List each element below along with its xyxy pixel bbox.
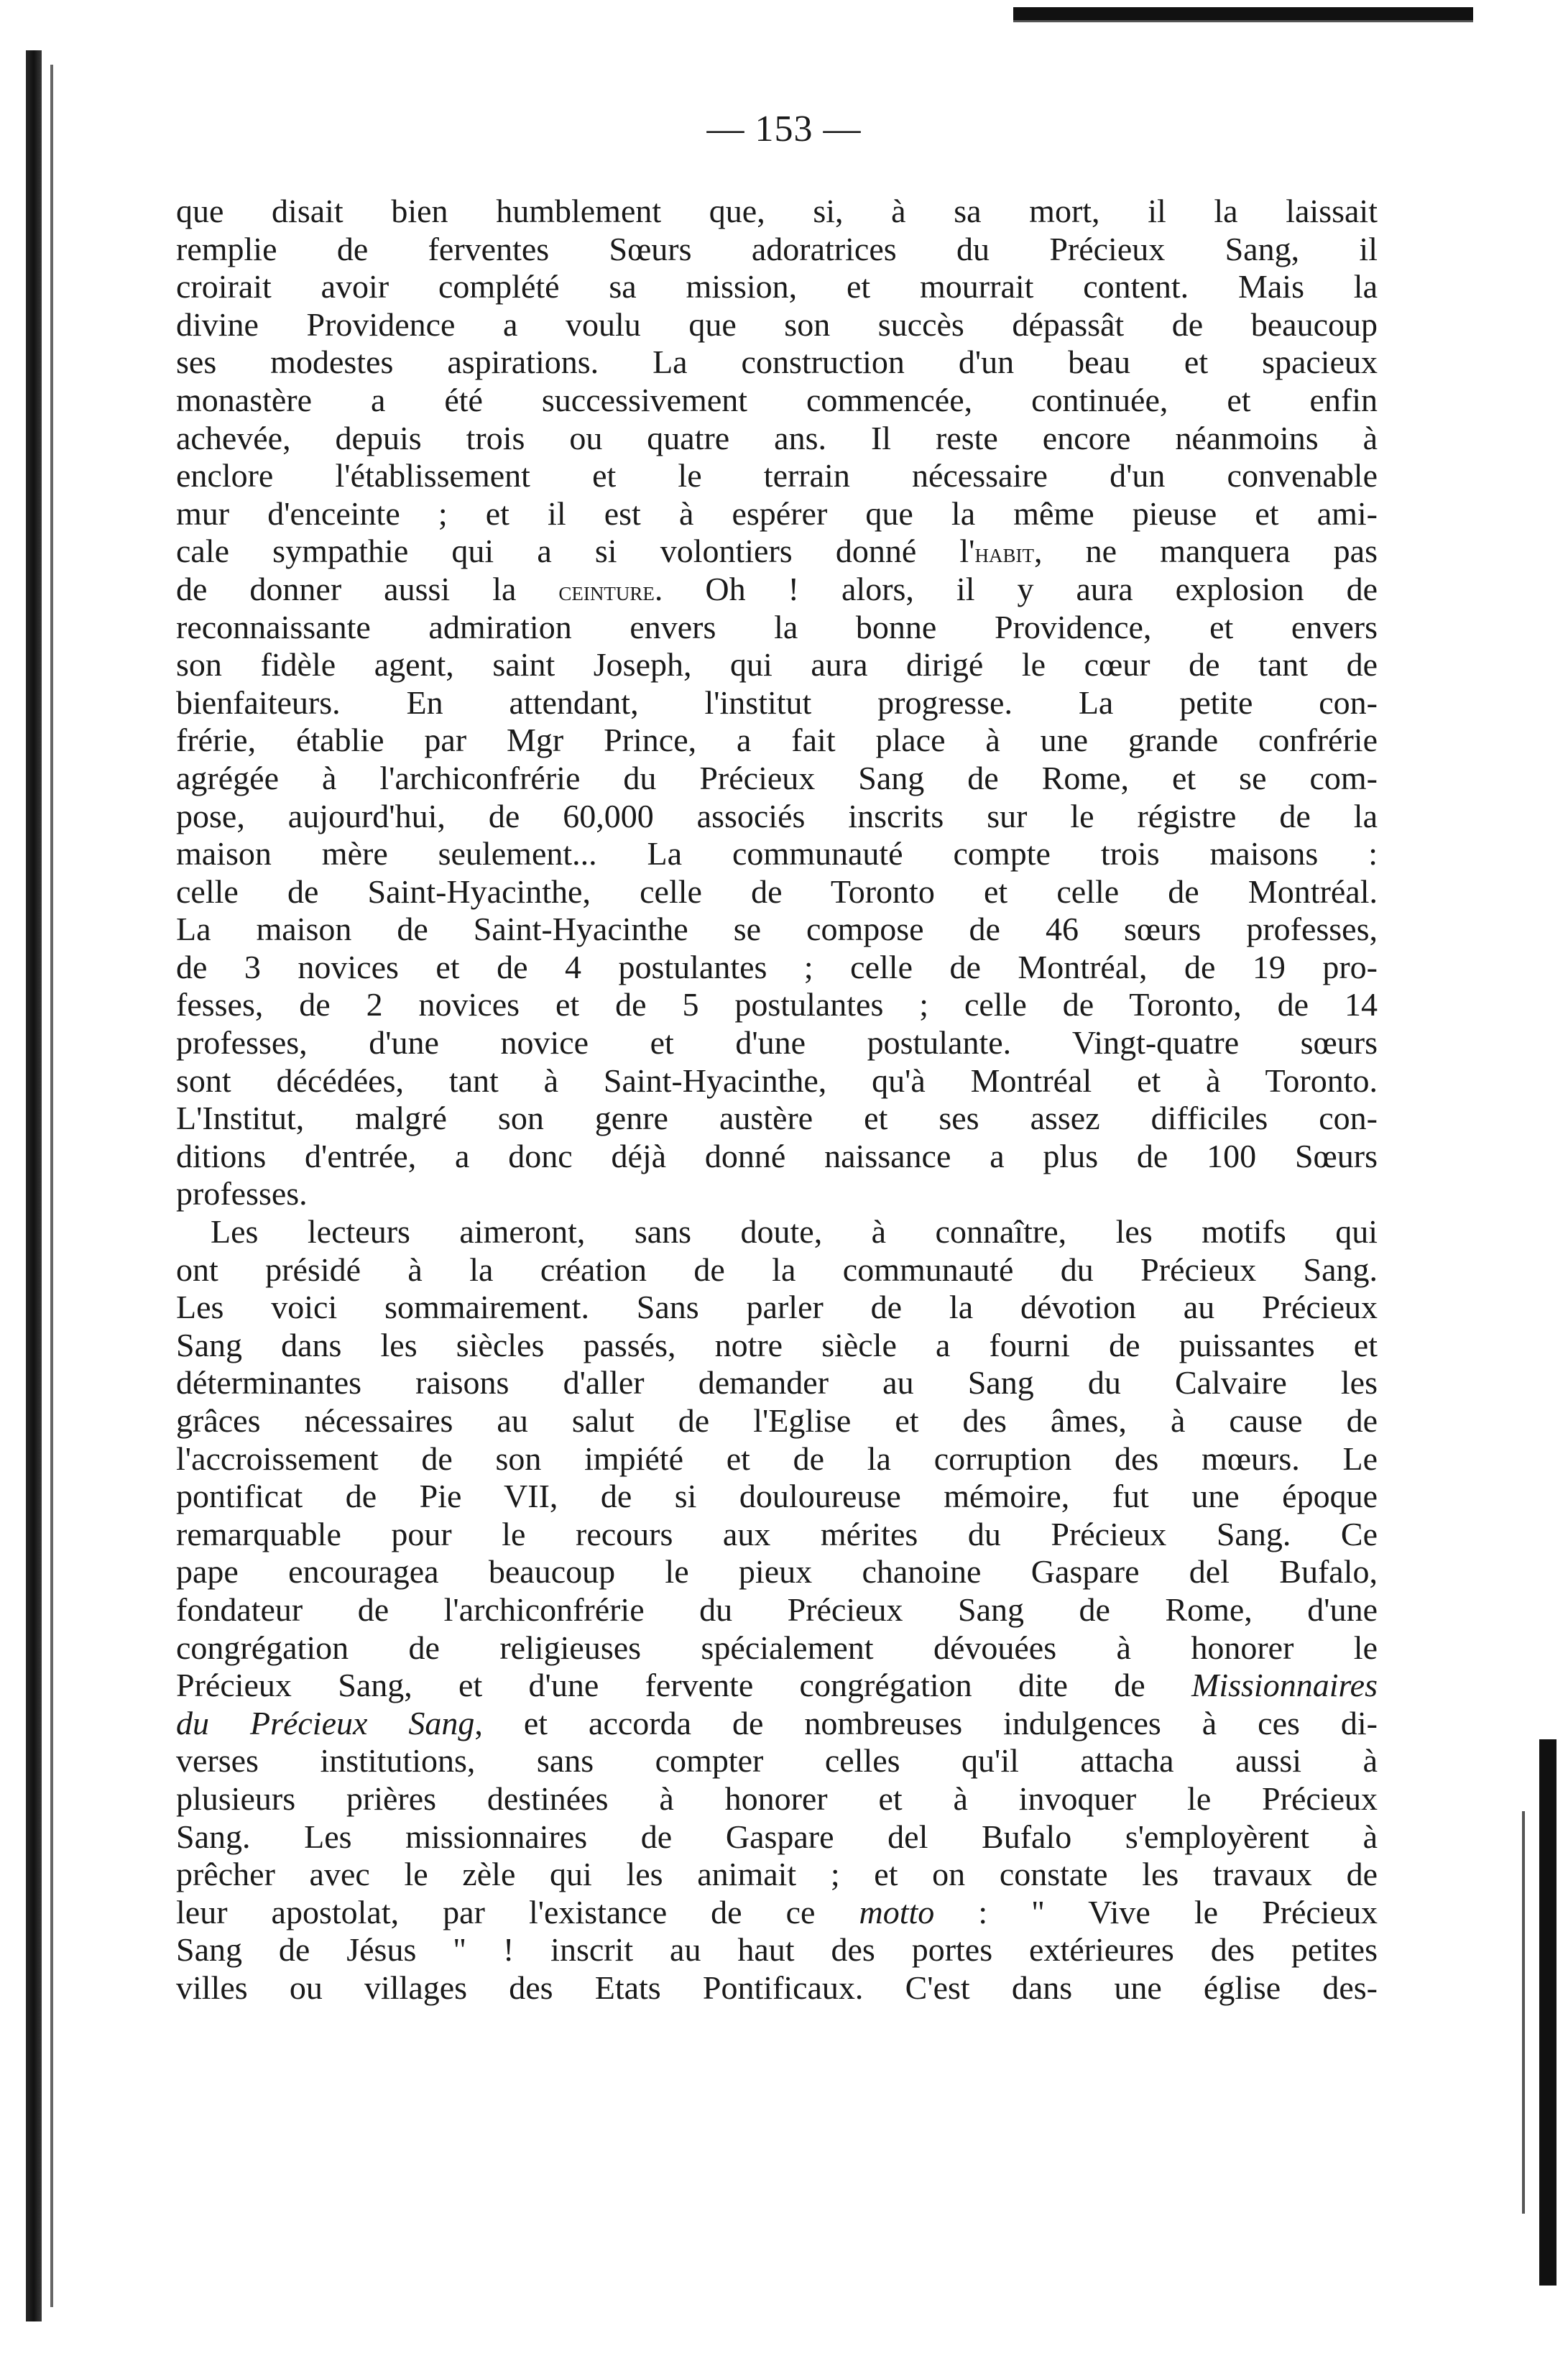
text-line: reconnaissante admiration envers la bonne Providence, et envers [176, 608, 1378, 645]
text-line: Sang dans les siècles passés, notre siècle a fourni de puissantes et [176, 1326, 1378, 1363]
text-line: prêcher avec le zèle qui les animait ; et on constate les travaux de [176, 1856, 1378, 1893]
text-run: , ne manquera pas [1033, 533, 1378, 570]
text-line: de 3 novices et de 4 postulantes ; celle de Montréal, de 19 pro- [176, 948, 1378, 985]
text-line: bienfaiteurs. En attendant, l'institut progresse. La petite con- [176, 684, 1378, 721]
text-run: : " Vive le Précieux [934, 1893, 1378, 1930]
body-text [176, 193, 1378, 2007]
text-line: Sang. Les missionnaires de Gaspare del Bufalo s'employèrent à [176, 1818, 1378, 1855]
text-line: fesses, de 2 novices et de 5 postulantes ; celle de Toronto, de 14 [176, 986, 1378, 1023]
text-line: congrégation de religieuses spécialement dévouées à honorer le [176, 1629, 1378, 1666]
text-line: Sang de Jésus " ! inscrit au haut des portes extérieures des petites [176, 1931, 1378, 1969]
text-line: professes, d'une novice et d'une postulante. Vingt-quatre sœurs [176, 1024, 1378, 1062]
page-number: — 153 — [706, 109, 862, 149]
text-line: ont présidé à la création de la communauté du Précieux Sang. [176, 1251, 1378, 1288]
text-line [176, 1667, 1378, 1705]
text-line: pape encouragea beaucoup le pieux chanoine Gaspare del Bufalo, [176, 1553, 1378, 1591]
text-line: Les lecteurs aimeront, sans doute, à connaître, les motifs qui [211, 1213, 1378, 1251]
text-line: frérie, établie par Mgr Prince, a fait place à une grande confrérie [176, 722, 1378, 759]
text-line: L'Institut, malgré son genre austère et ses assez difficiles con- [176, 1100, 1378, 1137]
text-line: l'accroissement de son impiété et de la corruption des mœurs. Le [176, 1440, 1378, 1477]
small-caps-word: ceinture [558, 576, 655, 607]
text-line: ditions d'entrée, a donc déjà donné naissance a plus de 100 Sœurs [176, 1137, 1378, 1174]
text-line: remplie de ferventes Sœurs adoratrices du Précieux Sang, il [176, 230, 1378, 267]
text-line: verses institutions, sans compter celles qu'il attacha aussi à [176, 1742, 1378, 1780]
top-edge-rule-thin [1013, 20, 1473, 22]
text-line: villes ou villages des Etats Pontificaux. C'est dans une église des- [176, 1969, 1378, 2006]
text-line: pose, aujourd'hui, de 60,000 associés inscrits sur le régistre de la [176, 797, 1378, 834]
text-run: . Oh ! alors, il y aura explosion de [654, 570, 1378, 607]
text-line [176, 533, 1378, 571]
text-line: achevée, depuis trois ou quatre ans. Il reste encore néanmoins à [176, 419, 1378, 456]
italic-phrase: motto [859, 1893, 935, 1930]
text-run: leur apostolat, par l'existance de ce [176, 1893, 859, 1930]
text-run: de donner aussi la [176, 570, 559, 607]
text-line: agrégée à l'archiconfrérie du Précieux Sang de Rome, et se com- [176, 759, 1378, 796]
top-edge-rule [1013, 7, 1473, 20]
text-line [176, 1705, 1378, 1743]
text-run: Précieux Sang, et d'une fervente congrégation dite de [176, 1667, 1192, 1704]
text-line: maison mère seulement... La communauté compte trois maisons : [176, 835, 1378, 873]
italic-phrase: du Précieux Sang [176, 1704, 475, 1741]
text-line: plusieurs prières destinées à honorer et à invoquer le Précieux [176, 1780, 1378, 1817]
text-line: ses modestes aspirations. La construction d'un beau et spacieux [176, 344, 1378, 381]
right-page-edge-thin [1522, 1811, 1525, 2214]
text-line: La maison de Saint-Hyacinthe se compose de 46 sœurs professes, [176, 911, 1378, 948]
text-line: grâces nécessaires au salut de l'Eglise et des âmes, à cause de [176, 1402, 1378, 1439]
text-line: que disait bien humblement que, si, à sa mort, il la laissait [176, 193, 1378, 229]
text-line: professes. [176, 1175, 308, 1212]
text-run: , et accorda de nombreuses indulgences à ces di- [474, 1704, 1378, 1741]
text-line: croirait avoir complété sa mission, et mourrait content. Mais la [176, 268, 1378, 305]
text-line [176, 571, 1378, 609]
text-line: monastère a été successivement commencée, continuée, et enfin [176, 381, 1378, 418]
text-line: divine Providence a voulu que son succès dépassât de beaucoup [176, 305, 1378, 343]
text-line: sont décédées, tant à Saint-Hyacinthe, qu'à Montréal et à Toronto. [176, 1062, 1378, 1099]
text-line: celle de Saint-Hyacinthe, celle de Toronto et celle de Montréal. [176, 873, 1378, 910]
text-line: mur d'enceinte ; et il est à espérer que la même pieuse et ami- [176, 494, 1378, 532]
text-line: déterminantes raisons d'aller demander au Sang du Calvaire les [176, 1364, 1378, 1402]
text-line: pontificat de Pie VII, de si douloureuse mémoire, fut une époque [176, 1478, 1378, 1515]
small-caps-word: habit [974, 538, 1034, 569]
left-binding-edge [26, 50, 42, 2321]
left-binding-edge-thin [50, 65, 53, 2307]
text-line: son fidèle agent, saint Joseph, qui aura dirigé le cœur de tant de [176, 646, 1378, 684]
text-line: enclore l'établissement et le terrain nécessaire d'un convenable [176, 457, 1378, 494]
right-page-edge [1539, 1739, 1557, 2286]
text-line: Les voici sommairement. Sans parler de la dévotion au Précieux [176, 1289, 1378, 1326]
text-run: cale sympathie qui a si volontiers donné l' [176, 533, 975, 570]
text-line [176, 1894, 1378, 1932]
text-line: fondateur de l'archiconfrérie du Précieux Sang de Rome, d'une [176, 1591, 1378, 1628]
text-line: remarquable pour le recours aux mérites du Précieux Sang. Ce [176, 1515, 1378, 1552]
italic-phrase: Missionnaires [1191, 1667, 1378, 1704]
